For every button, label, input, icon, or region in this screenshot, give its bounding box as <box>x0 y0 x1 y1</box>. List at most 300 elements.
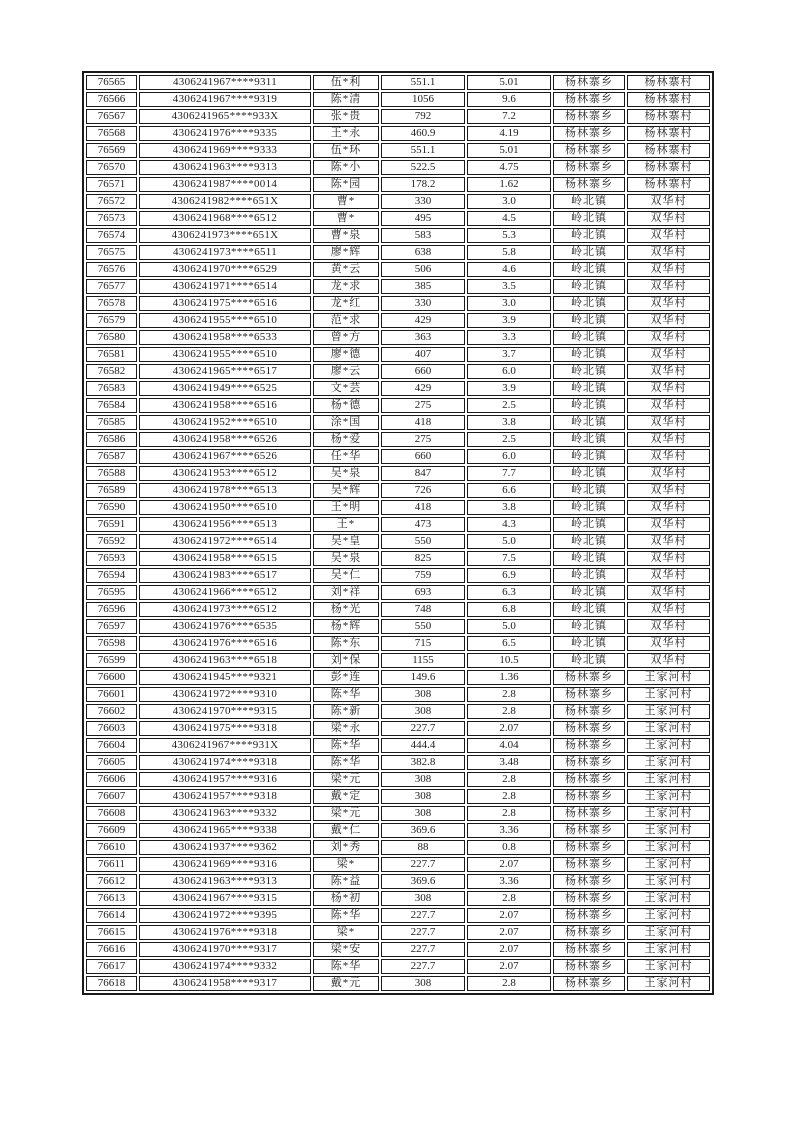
id-cell: 4306241967****9319 <box>139 92 311 107</box>
table-row <box>86 704 710 719</box>
table-row <box>86 92 710 107</box>
area-cell: 2.07 <box>467 942 551 957</box>
seq-cell: 76604 <box>86 738 137 753</box>
id-cell: 4306241969****9316 <box>139 857 311 872</box>
table-row <box>86 636 710 651</box>
name-cell: 吴*皇 <box>313 534 379 549</box>
area-cell: 10.5 <box>467 653 551 668</box>
table-row <box>86 126 710 141</box>
village-cell: 王家河村 <box>627 789 710 804</box>
amount-cell: 715 <box>381 636 465 651</box>
village-cell: 双华村 <box>627 568 710 583</box>
area-cell: 3.9 <box>467 313 551 328</box>
area-cell: 2.5 <box>467 432 551 447</box>
name-cell: 杨*德 <box>313 398 379 413</box>
village-cell: 双华村 <box>627 330 710 345</box>
amount-cell: 748 <box>381 602 465 617</box>
table-row <box>86 772 710 787</box>
township-cell: 杨林寨乡 <box>553 874 625 889</box>
table-row <box>86 942 710 957</box>
amount-cell: 363 <box>381 330 465 345</box>
seq-cell: 76565 <box>86 75 137 90</box>
id-cell: 4306241963****9332 <box>139 806 311 821</box>
township-cell: 杨林寨乡 <box>553 942 625 957</box>
village-cell: 双华村 <box>627 194 710 209</box>
township-cell: 岭北镇 <box>553 211 625 226</box>
township-cell: 岭北镇 <box>553 483 625 498</box>
id-cell: 4306241967****931X <box>139 738 311 753</box>
seq-cell: 76579 <box>86 313 137 328</box>
village-cell: 杨林寨村 <box>627 126 710 141</box>
amount-cell: 369.6 <box>381 874 465 889</box>
village-cell: 双华村 <box>627 211 710 226</box>
table-row <box>86 262 710 277</box>
id-cell: 4306241957****9316 <box>139 772 311 787</box>
area-cell: 6.3 <box>467 585 551 600</box>
area-cell: 2.8 <box>467 806 551 821</box>
township-cell: 杨林寨乡 <box>553 92 625 107</box>
village-cell: 王家河村 <box>627 976 710 991</box>
name-cell: 杨*初 <box>313 891 379 906</box>
records-table-body <box>86 75 710 991</box>
name-cell: 龙*红 <box>313 296 379 311</box>
seq-cell: 76591 <box>86 517 137 532</box>
seq-cell: 76616 <box>86 942 137 957</box>
name-cell: 王* <box>313 517 379 532</box>
name-cell: 陈*园 <box>313 177 379 192</box>
area-cell: 3.3 <box>467 330 551 345</box>
seq-cell: 76572 <box>86 194 137 209</box>
amount-cell: 638 <box>381 245 465 260</box>
id-cell: 4306241958****6533 <box>139 330 311 345</box>
seq-cell: 76592 <box>86 534 137 549</box>
id-cell: 4306241978****6513 <box>139 483 311 498</box>
area-cell: 2.8 <box>467 704 551 719</box>
seq-cell: 76574 <box>86 228 137 243</box>
id-cell: 4306241958****6526 <box>139 432 311 447</box>
seq-cell: 76606 <box>86 772 137 787</box>
seq-cell: 76614 <box>86 908 137 923</box>
table-row <box>86 500 710 515</box>
village-cell: 双华村 <box>627 415 710 430</box>
village-cell: 双华村 <box>627 517 710 532</box>
name-cell: 任*华 <box>313 449 379 464</box>
name-cell: 陈*华 <box>313 687 379 702</box>
name-cell: 吴*辉 <box>313 483 379 498</box>
township-cell: 杨林寨乡 <box>553 126 625 141</box>
village-cell: 双华村 <box>627 245 710 260</box>
name-cell: 龙*求 <box>313 279 379 294</box>
area-cell: 4.6 <box>467 262 551 277</box>
area-cell: 4.75 <box>467 160 551 175</box>
village-cell: 王家河村 <box>627 840 710 855</box>
id-cell: 4306241972****9395 <box>139 908 311 923</box>
table-row <box>86 908 710 923</box>
id-cell: 4306241976****9318 <box>139 925 311 940</box>
township-cell: 杨林寨乡 <box>553 738 625 753</box>
area-cell: 5.3 <box>467 228 551 243</box>
area-cell: 6.8 <box>467 602 551 617</box>
township-cell: 岭北镇 <box>553 551 625 566</box>
amount-cell: 178.2 <box>381 177 465 192</box>
id-cell: 4306241963****9313 <box>139 874 311 889</box>
amount-cell: 227.7 <box>381 721 465 736</box>
township-cell: 岭北镇 <box>553 279 625 294</box>
amount-cell: 1056 <box>381 92 465 107</box>
area-cell: 2.8 <box>467 891 551 906</box>
name-cell: 刘*祥 <box>313 585 379 600</box>
seq-cell: 76583 <box>86 381 137 396</box>
township-cell: 杨林寨乡 <box>553 721 625 736</box>
table-row <box>86 364 710 379</box>
amount-cell: 308 <box>381 687 465 702</box>
seq-cell: 76573 <box>86 211 137 226</box>
township-cell: 岭北镇 <box>553 636 625 651</box>
township-cell: 杨林寨乡 <box>553 806 625 821</box>
seq-cell: 76569 <box>86 143 137 158</box>
township-cell: 岭北镇 <box>553 398 625 413</box>
amount-cell: 418 <box>381 415 465 430</box>
seq-cell: 76571 <box>86 177 137 192</box>
village-cell: 双华村 <box>627 279 710 294</box>
name-cell: 文*芸 <box>313 381 379 396</box>
id-cell: 4306241963****9313 <box>139 160 311 175</box>
township-cell: 岭北镇 <box>553 585 625 600</box>
id-cell: 4306241970****9315 <box>139 704 311 719</box>
village-cell: 王家河村 <box>627 772 710 787</box>
area-cell: 2.8 <box>467 789 551 804</box>
area-cell: 2.07 <box>467 857 551 872</box>
id-cell: 4306241970****6529 <box>139 262 311 277</box>
village-cell: 王家河村 <box>627 704 710 719</box>
area-cell: 4.19 <box>467 126 551 141</box>
area-cell: 3.8 <box>467 415 551 430</box>
village-cell: 双华村 <box>627 500 710 515</box>
area-cell: 2.07 <box>467 959 551 974</box>
amount-cell: 227.7 <box>381 908 465 923</box>
village-cell: 双华村 <box>627 262 710 277</box>
table-row <box>86 483 710 498</box>
id-cell: 4306241976****6535 <box>139 619 311 634</box>
name-cell: 张*贵 <box>313 109 379 124</box>
table-row <box>86 823 710 838</box>
village-cell: 杨林寨村 <box>627 75 710 90</box>
amount-cell: 308 <box>381 976 465 991</box>
name-cell: 伍*环 <box>313 143 379 158</box>
id-cell: 4306241973****6512 <box>139 602 311 617</box>
area-cell: 3.36 <box>467 823 551 838</box>
amount-cell: 227.7 <box>381 925 465 940</box>
village-cell: 王家河村 <box>627 738 710 753</box>
township-cell: 杨林寨乡 <box>553 823 625 838</box>
name-cell: 伍*利 <box>313 75 379 90</box>
name-cell: 曹* <box>313 194 379 209</box>
id-cell: 4306241945****9321 <box>139 670 311 685</box>
seq-cell: 76581 <box>86 347 137 362</box>
id-cell: 4306241973****6511 <box>139 245 311 260</box>
id-cell: 4306241955****6510 <box>139 347 311 362</box>
area-cell: 6.6 <box>467 483 551 498</box>
amount-cell: 660 <box>381 364 465 379</box>
table-row <box>86 891 710 906</box>
amount-cell: 382.8 <box>381 755 465 770</box>
amount-cell: 429 <box>381 381 465 396</box>
amount-cell: 407 <box>381 347 465 362</box>
village-cell: 王家河村 <box>627 925 710 940</box>
village-cell: 王家河村 <box>627 670 710 685</box>
area-cell: 1.36 <box>467 670 551 685</box>
area-cell: 7.2 <box>467 109 551 124</box>
id-cell: 4306241975****9318 <box>139 721 311 736</box>
seq-cell: 76587 <box>86 449 137 464</box>
amount-cell: 275 <box>381 432 465 447</box>
village-cell: 王家河村 <box>627 687 710 702</box>
id-cell: 4306241937****9362 <box>139 840 311 855</box>
area-cell: 3.7 <box>467 347 551 362</box>
id-cell: 4306241974****9332 <box>139 959 311 974</box>
amount-cell: 726 <box>381 483 465 498</box>
township-cell: 岭北镇 <box>553 534 625 549</box>
township-cell: 杨林寨乡 <box>553 891 625 906</box>
id-cell: 4306241967****6526 <box>139 449 311 464</box>
seq-cell: 76605 <box>86 755 137 770</box>
seq-cell: 76612 <box>86 874 137 889</box>
table-row <box>86 296 710 311</box>
area-cell: 5.0 <box>467 619 551 634</box>
area-cell: 3.8 <box>467 500 551 515</box>
table-row <box>86 160 710 175</box>
name-cell: 曹*泉 <box>313 228 379 243</box>
village-cell: 双华村 <box>627 381 710 396</box>
village-cell: 王家河村 <box>627 891 710 906</box>
village-cell: 王家河村 <box>627 942 710 957</box>
village-cell: 王家河村 <box>627 755 710 770</box>
seq-cell: 76598 <box>86 636 137 651</box>
seq-cell: 76600 <box>86 670 137 685</box>
amount-cell: 308 <box>381 806 465 821</box>
village-cell: 双华村 <box>627 636 710 651</box>
id-cell: 4306241971****6514 <box>139 279 311 294</box>
name-cell: 黄*云 <box>313 262 379 277</box>
township-cell: 杨林寨乡 <box>553 840 625 855</box>
amount-cell: 522.5 <box>381 160 465 175</box>
area-cell: 2.07 <box>467 908 551 923</box>
table-row <box>86 194 710 209</box>
id-cell: 4306241965****9338 <box>139 823 311 838</box>
id-cell: 4306241958****6516 <box>139 398 311 413</box>
name-cell: 廖*德 <box>313 347 379 362</box>
village-cell: 杨林寨村 <box>627 92 710 107</box>
name-cell: 梁*永 <box>313 721 379 736</box>
name-cell: 杨*爱 <box>313 432 379 447</box>
table-row <box>86 585 710 600</box>
village-cell: 双华村 <box>627 585 710 600</box>
id-cell: 4306241950****6510 <box>139 500 311 515</box>
name-cell: 戴*仁 <box>313 823 379 838</box>
seq-cell: 76588 <box>86 466 137 481</box>
name-cell: 梁* <box>313 925 379 940</box>
township-cell: 岭北镇 <box>553 415 625 430</box>
township-cell: 岭北镇 <box>553 568 625 583</box>
seq-cell: 76580 <box>86 330 137 345</box>
table-row <box>86 245 710 260</box>
table-row <box>86 568 710 583</box>
name-cell: 陈*新 <box>313 704 379 719</box>
table-row <box>86 177 710 192</box>
id-cell: 4306241952****6510 <box>139 415 311 430</box>
name-cell: 彭*连 <box>313 670 379 685</box>
table-row <box>86 670 710 685</box>
township-cell: 杨林寨乡 <box>553 704 625 719</box>
id-cell: 4306241972****6514 <box>139 534 311 549</box>
name-cell: 陈*小 <box>313 160 379 175</box>
area-cell: 2.5 <box>467 398 551 413</box>
township-cell: 岭北镇 <box>553 245 625 260</box>
name-cell: 陈*华 <box>313 908 379 923</box>
table-row <box>86 143 710 158</box>
table-row <box>86 211 710 226</box>
name-cell: 王*永 <box>313 126 379 141</box>
table-row <box>86 755 710 770</box>
amount-cell: 550 <box>381 619 465 634</box>
seq-cell: 76602 <box>86 704 137 719</box>
area-cell: 2.8 <box>467 772 551 787</box>
township-cell: 岭北镇 <box>553 364 625 379</box>
seq-cell: 76593 <box>86 551 137 566</box>
area-cell: 5.01 <box>467 143 551 158</box>
township-cell: 岭北镇 <box>553 466 625 481</box>
name-cell: 戴*元 <box>313 976 379 991</box>
amount-cell: 693 <box>381 585 465 600</box>
name-cell: 吴*泉 <box>313 466 379 481</box>
name-cell: 吴*泉 <box>313 551 379 566</box>
township-cell: 岭北镇 <box>553 313 625 328</box>
area-cell: 2.07 <box>467 925 551 940</box>
name-cell: 涂*国 <box>313 415 379 430</box>
id-cell: 4306241970****9317 <box>139 942 311 957</box>
area-cell: 3.9 <box>467 381 551 396</box>
id-cell: 4306241957****9318 <box>139 789 311 804</box>
table-row <box>86 398 710 413</box>
name-cell: 陈*华 <box>313 959 379 974</box>
township-cell: 杨林寨乡 <box>553 925 625 940</box>
amount-cell: 369.6 <box>381 823 465 838</box>
township-cell: 杨林寨乡 <box>553 976 625 991</box>
seq-cell: 76611 <box>86 857 137 872</box>
area-cell: 4.3 <box>467 517 551 532</box>
amount-cell: 473 <box>381 517 465 532</box>
amount-cell: 460.9 <box>381 126 465 141</box>
village-cell: 双华村 <box>627 347 710 362</box>
township-cell: 岭北镇 <box>553 449 625 464</box>
id-cell: 4306241966****6512 <box>139 585 311 600</box>
name-cell: 杨*光 <box>313 602 379 617</box>
table-row <box>86 279 710 294</box>
name-cell: 陈*益 <box>313 874 379 889</box>
amount-cell: 495 <box>381 211 465 226</box>
id-cell: 4306241949****6525 <box>139 381 311 396</box>
name-cell: 陈*东 <box>313 636 379 651</box>
seq-cell: 76568 <box>86 126 137 141</box>
seq-cell: 76607 <box>86 789 137 804</box>
area-cell: 6.5 <box>467 636 551 651</box>
seq-cell: 76594 <box>86 568 137 583</box>
name-cell: 陈*清 <box>313 92 379 107</box>
village-cell: 王家河村 <box>627 823 710 838</box>
village-cell: 王家河村 <box>627 721 710 736</box>
id-cell: 4306241968****6512 <box>139 211 311 226</box>
table-row <box>86 721 710 736</box>
seq-cell: 76601 <box>86 687 137 702</box>
records-table <box>82 71 714 995</box>
seq-cell: 76570 <box>86 160 137 175</box>
id-cell: 4306241973****651X <box>139 228 311 243</box>
table-row <box>86 415 710 430</box>
area-cell: 6.0 <box>467 449 551 464</box>
township-cell: 杨林寨乡 <box>553 789 625 804</box>
area-cell: 3.5 <box>467 279 551 294</box>
area-cell: 0.8 <box>467 840 551 855</box>
township-cell: 岭北镇 <box>553 500 625 515</box>
village-cell: 杨林寨村 <box>627 143 710 158</box>
table-row <box>86 653 710 668</box>
id-cell: 4306241963****6518 <box>139 653 311 668</box>
table-row <box>86 874 710 889</box>
village-cell: 双华村 <box>627 619 710 634</box>
id-cell: 4306241983****6517 <box>139 568 311 583</box>
name-cell: 曹* <box>313 211 379 226</box>
table-row <box>86 449 710 464</box>
village-cell: 双华村 <box>627 602 710 617</box>
amount-cell: 759 <box>381 568 465 583</box>
table-row <box>86 75 710 90</box>
table-row <box>86 976 710 991</box>
village-cell: 双华村 <box>627 653 710 668</box>
village-cell: 王家河村 <box>627 959 710 974</box>
village-cell: 双华村 <box>627 432 710 447</box>
township-cell: 岭北镇 <box>553 347 625 362</box>
name-cell: 戴*定 <box>313 789 379 804</box>
name-cell: 杨*辉 <box>313 619 379 634</box>
seq-cell: 76617 <box>86 959 137 974</box>
area-cell: 3.0 <box>467 296 551 311</box>
village-cell: 双华村 <box>627 364 710 379</box>
amount-cell: 275 <box>381 398 465 413</box>
table-row <box>86 925 710 940</box>
table-row <box>86 857 710 872</box>
township-cell: 岭北镇 <box>553 619 625 634</box>
township-cell: 岭北镇 <box>553 653 625 668</box>
seq-cell: 76608 <box>86 806 137 821</box>
amount-cell: 792 <box>381 109 465 124</box>
name-cell: 范*求 <box>313 313 379 328</box>
table-row <box>86 517 710 532</box>
area-cell: 4.04 <box>467 738 551 753</box>
seq-cell: 76599 <box>86 653 137 668</box>
amount-cell: 330 <box>381 194 465 209</box>
table-row <box>86 330 710 345</box>
village-cell: 杨林寨村 <box>627 160 710 175</box>
amount-cell: 227.7 <box>381 857 465 872</box>
village-cell: 杨林寨村 <box>627 177 710 192</box>
id-cell: 4306241982****651X <box>139 194 311 209</box>
seq-cell: 76615 <box>86 925 137 940</box>
table-row <box>86 313 710 328</box>
amount-cell: 847 <box>381 466 465 481</box>
name-cell: 王*明 <box>313 500 379 515</box>
township-cell: 岭北镇 <box>553 228 625 243</box>
seq-cell: 76567 <box>86 109 137 124</box>
